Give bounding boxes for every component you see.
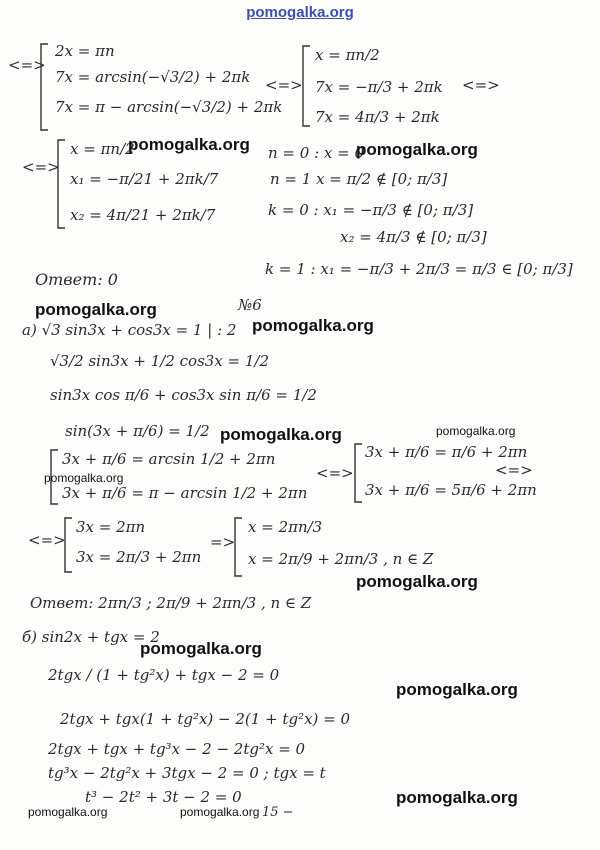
watermark: pomogalka.org — [220, 425, 342, 444]
equation-line: 7x = 4π/3 + 2πk — [315, 108, 440, 126]
equation-line: sin(3x + π/6) = 1/2 — [65, 422, 210, 440]
system-bracket — [300, 44, 312, 128]
equation-line: 3x = 2π/3 + 2πn — [76, 548, 202, 566]
system-bracket — [55, 138, 67, 230]
equation-line: 7x = π − arcsin(−√3/2) + 2πk — [55, 98, 283, 116]
equation-line: 3x + π/6 = arcsin 1/2 + 2πn — [62, 450, 276, 468]
equation-line: 2tgx + tgx + tg³x − 2 − 2tg²x = 0 — [48, 740, 306, 758]
case-line: x₂ = 4π/3 ∉ [0; π/3] — [340, 228, 487, 246]
watermark: pomogalka.org — [140, 639, 262, 658]
equivalence-arrow: <=> — [8, 56, 46, 74]
equation-line: 7x = arcsin(−√3/2) + 2πk — [55, 68, 251, 86]
page-number: 15 − — [262, 805, 294, 820]
watermark: pomogalka.org — [252, 316, 374, 335]
equivalence-arrow: <=> — [316, 464, 354, 482]
watermark: pomogalka.org — [44, 471, 124, 485]
watermark: pomogalka.org — [396, 788, 518, 807]
equation-line: tg³x − 2tg²x + 3tgx − 2 = 0 ; tgx = t — [48, 764, 326, 782]
watermark: pomogalka.org — [28, 805, 108, 819]
equation-line: а) √3 sin3x + cos3x = 1 | : 2 — [22, 321, 237, 339]
equation-line: 3x + π/6 = 5π/6 + 2πn — [365, 481, 537, 499]
equation-line: x = πn/2 — [70, 140, 135, 158]
equation-line: б) sin2x + tgx = 2 — [22, 628, 160, 646]
equation-line: 3x = 2πn — [76, 518, 146, 536]
equation-line: sin3x cos π/6 + cos3x sin π/6 = 1/2 — [50, 386, 317, 404]
equation-line: √3/2 sin3x + 1/2 cos3x = 1/2 — [50, 352, 270, 370]
equivalence-arrow: <=> — [28, 531, 66, 549]
equation-line: 2x = πn — [55, 42, 115, 60]
equivalence-arrow: <=> — [22, 158, 60, 176]
system-bracket — [232, 516, 244, 578]
system-bracket — [38, 42, 50, 132]
equation-line: x = 2πn/3 — [248, 518, 323, 536]
answer-line: Ответ: 2πn/3 ; 2π/9 + 2πn/3 , n ∈ Z — [30, 594, 312, 612]
equation-line: x₂ = 4π/21 + 2πk/7 — [70, 206, 216, 224]
case-line: k = 0 : x₁ = −π/3 ∉ [0; π/3] — [268, 201, 474, 219]
case-line: n = 0 : x = 0 — [268, 144, 365, 162]
watermark: pomogalka.org — [35, 300, 157, 319]
problem-number: №6 — [238, 296, 262, 314]
equation-line: t³ − 2t² + 3t − 2 = 0 — [85, 788, 242, 806]
equation-line: x₁ = −π/21 + 2πk/7 — [70, 170, 219, 188]
equation-line: x = 2π/9 + 2πn/3 , n ∈ Z — [248, 550, 434, 568]
case-line: n = 1 x = π/2 ∉ [0; π/3] — [270, 170, 448, 188]
equation-line: 3x + π/6 = π − arcsin 1/2 + 2πn — [62, 484, 308, 502]
equation-line: 3x + π/6 = π/6 + 2πn — [365, 443, 528, 461]
system-bracket — [62, 516, 74, 574]
watermark: pomogalka.org — [436, 424, 516, 438]
watermark: pomogalka.org — [356, 140, 478, 159]
equivalence-arrow: <=> — [495, 461, 533, 479]
equation-line: 2tgx / (1 + tg²x) + tgx − 2 = 0 — [48, 666, 280, 684]
site-header-link[interactable]: pomogalka.org — [246, 4, 354, 21]
case-line: k = 1 : x₁ = −π/3 + 2π/3 = π/3 ∈ [0; π/3] — [265, 260, 573, 278]
equation-line: x = πn/2 — [315, 46, 380, 64]
equation-line: 7x = −π/3 + 2πk — [315, 78, 443, 96]
answer-line: Ответ: 0 — [35, 270, 118, 289]
watermark: pomogalka.org — [396, 680, 518, 699]
implication-arrow: => — [210, 533, 236, 551]
equivalence-arrow: <=> — [462, 76, 500, 94]
equation-line: 2tgx + tgx(1 + tg²x) − 2(1 + tg²x) = 0 — [60, 710, 351, 728]
watermark: pomogalka.org — [128, 135, 250, 154]
equivalence-arrow: <=> — [265, 76, 303, 94]
system-bracket — [352, 442, 364, 504]
watermark: pomogalka.org — [180, 805, 260, 819]
watermark: pomogalka.org — [356, 572, 478, 591]
